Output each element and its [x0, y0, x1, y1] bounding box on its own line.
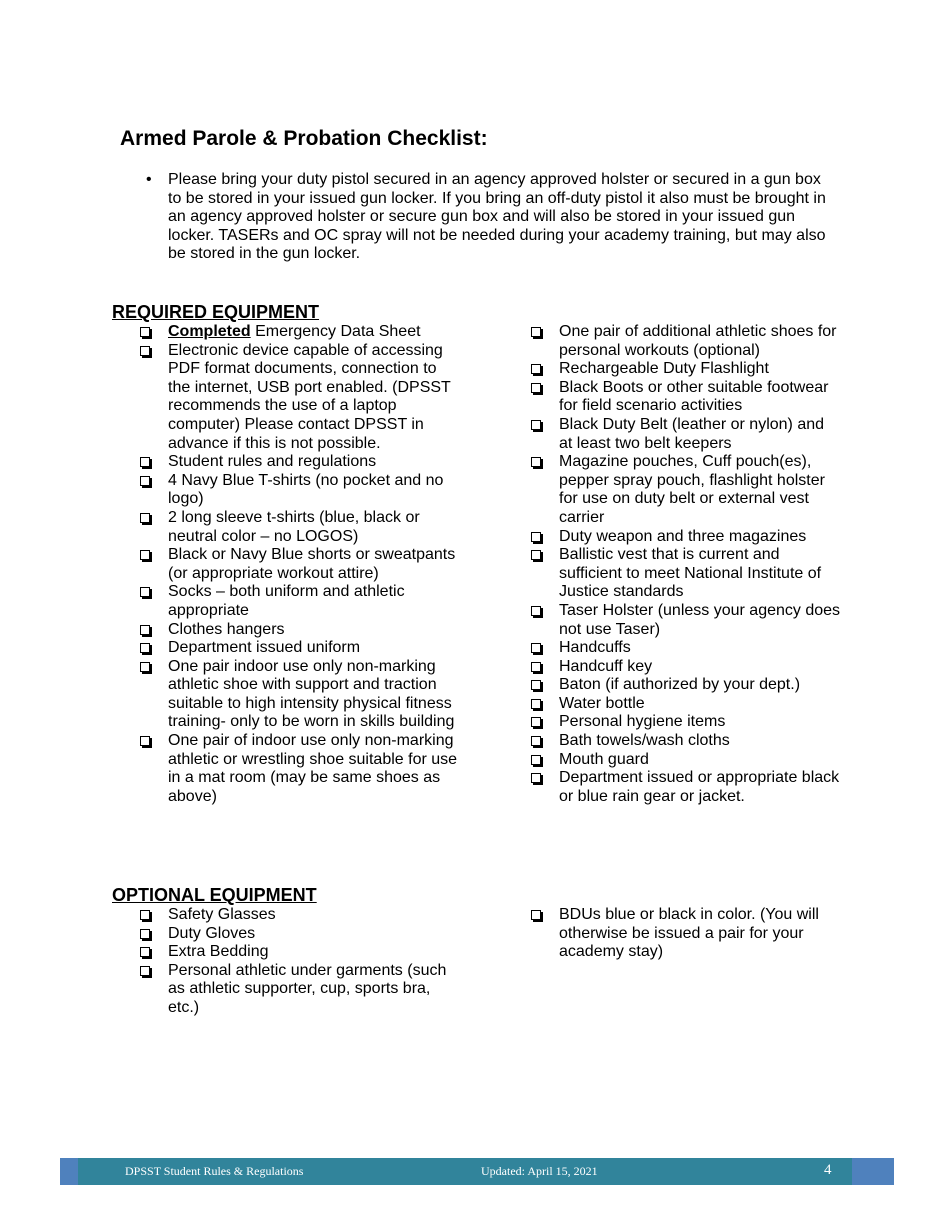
checkbox-icon[interactable]: [140, 346, 150, 356]
checklist-item[interactable]: [140, 323, 460, 342]
item-text: Personal hygiene items: [559, 713, 726, 731]
item-text: Clothes hangers: [168, 620, 285, 638]
checklist-item[interactable]: [531, 695, 841, 714]
checklist-item[interactable]: [140, 509, 460, 546]
item-text: Water bottle: [559, 694, 645, 712]
emphasis-completed: Completed: [168, 323, 251, 340]
checkbox-icon[interactable]: [140, 513, 150, 523]
item-text: Rechargeable Duty Flashlight: [559, 360, 769, 378]
footer-document-title: DPSST Student Rules & Regulations: [125, 1164, 304, 1178]
required-list-right: [531, 323, 841, 806]
item-text: Baton (if authorized by your dept.): [559, 676, 801, 694]
item-text: Extra Bedding: [168, 943, 269, 961]
checklist-item[interactable]: [531, 379, 841, 416]
footer-updated-date: Updated: April 15, 2021: [481, 1164, 598, 1178]
checklist-item[interactable]: [531, 676, 841, 695]
item-text: Black Duty Belt (leather or nylon) and at least two belt keepers: [559, 415, 825, 452]
checklist-item[interactable]: [531, 751, 841, 770]
checklist-item[interactable]: [531, 602, 841, 639]
checkbox-icon[interactable]: [140, 457, 150, 467]
checklist-item[interactable]: [531, 528, 841, 547]
checkbox-icon[interactable]: [531, 532, 541, 542]
checkbox-icon[interactable]: [140, 550, 150, 560]
item-text: Black Boots or other suitable footwear for field scenario activities: [559, 378, 829, 415]
checkbox-icon[interactable]: [531, 773, 541, 783]
checklist-item[interactable]: [140, 453, 460, 472]
checklist-item[interactable]: [140, 342, 460, 454]
item-text: Handcuffs: [559, 639, 631, 657]
item-text: 4 Navy Blue T-shirts (no pocket and no logo): [168, 471, 444, 508]
checklist-item[interactable]: [140, 472, 460, 509]
footer-left-cap: [60, 1158, 78, 1185]
footer-page-number: 4: [824, 1162, 832, 1178]
checklist-item[interactable]: [140, 583, 460, 620]
checkbox-icon[interactable]: [531, 680, 541, 690]
checkbox-icon[interactable]: [531, 699, 541, 709]
checklist-item[interactable]: [140, 906, 460, 925]
checklist-item[interactable]: [531, 416, 841, 453]
checklist-item[interactable]: [531, 323, 841, 360]
checklist-item[interactable]: [531, 639, 841, 658]
checklist-item[interactable]: [531, 713, 841, 732]
checkbox-icon[interactable]: [140, 662, 150, 672]
item-text: One pair indoor use only non-marking athletic shoe with support and traction suitable to high intensity physical fitness training- only to be worn in skills building: [168, 657, 455, 731]
item-text: Bath towels/wash cloths: [559, 732, 730, 750]
item-text: Ballistic vest that is current and sufficient to meet National Institute of Justice standards: [559, 546, 822, 601]
item-text: Duty weapon and three magazines: [559, 527, 807, 545]
required-list-left: [140, 323, 460, 806]
required-equipment-heading: REQUIRED EQUIPMENT: [112, 302, 320, 322]
item-text: Black or Navy Blue shorts or sweatpants (or appropriate workout attire): [168, 546, 456, 582]
checkbox-icon[interactable]: [531, 457, 541, 467]
optional-equipment-heading: OPTIONAL EQUIPMENT: [112, 885, 317, 905]
checkbox-icon[interactable]: [531, 364, 541, 374]
optional-list-left: [140, 906, 460, 1018]
checklist-item[interactable]: [531, 906, 841, 962]
checkbox-icon[interactable]: [140, 929, 150, 939]
checklist-item[interactable]: [531, 546, 841, 602]
checklist-item[interactable]: [140, 943, 460, 962]
checklist-item[interactable]: [140, 621, 460, 640]
checklist-item[interactable]: [531, 769, 841, 806]
checklist-item[interactable]: [140, 639, 460, 658]
bullet-icon: •: [146, 171, 152, 188]
item-text: Electronic device capable of accessing PDF format documents, connection to the internet, USB port enabled. (DPSST recommends the use of a laptop computer) Please contact DPSST in advance if this is not possible.: [168, 341, 451, 452]
item-text: Handcuff key: [559, 657, 653, 675]
intro-text: Please bring your duty pistol secured in an agency approved holster or secured in a gun box to be stored in your issued gun locker. If you bring an off-duty pistol it also must be brought in an agency approved holster or secure gun box and will also be stored in your issued gun locker. TASERs and OC spray will not be needed during your academy training, but may also be stored in the gun locker.: [168, 171, 826, 262]
checkbox-icon[interactable]: [531, 662, 541, 672]
checkbox-icon[interactable]: [531, 327, 541, 337]
item-text: Student rules and regulations: [168, 453, 377, 471]
checkbox-icon[interactable]: [531, 910, 541, 920]
checkbox-icon[interactable]: [531, 383, 541, 393]
checklist-item[interactable]: [140, 925, 460, 944]
item-text: Mouth guard: [559, 750, 649, 768]
checkbox-icon[interactable]: [140, 966, 150, 976]
checklist-item[interactable]: [531, 453, 841, 527]
item-text: Taser Holster (unless your agency does not use Taser): [559, 601, 841, 638]
item-text: 2 long sleeve t-shirts (blue, black or neutral color – no LOGOS): [168, 508, 420, 545]
page-title: Armed Parole & Probation Checklist:: [120, 127, 488, 150]
checkbox-icon[interactable]: [140, 947, 150, 957]
page-footer: [60, 1158, 894, 1185]
checklist-item[interactable]: [140, 546, 460, 583]
checkbox-icon[interactable]: [531, 755, 541, 765]
checkbox-icon[interactable]: [140, 736, 150, 746]
checkbox-icon[interactable]: [531, 643, 541, 653]
checkbox-icon[interactable]: [531, 420, 541, 430]
checkbox-icon[interactable]: [140, 327, 150, 337]
checklist-item[interactable]: [140, 732, 460, 806]
item-text: BDUs blue or black in color. (You will otherwise be issued a pair for your academy stay): [559, 906, 819, 961]
item-text: Department issued or appropriate black or blue rain gear or jacket.: [559, 769, 840, 805]
item-text: Safety Glasses: [168, 906, 276, 923]
checkbox-icon[interactable]: [531, 717, 541, 727]
checkbox-icon[interactable]: [140, 476, 150, 486]
checkbox-icon[interactable]: [140, 910, 150, 920]
item-text: Duty Gloves: [168, 924, 256, 942]
item-text: Department issued uniform: [168, 639, 361, 657]
item-text: One pair of additional athletic shoes for personal workouts (optional): [559, 323, 837, 359]
item-text: Emergency Data Sheet: [250, 323, 421, 340]
checklist-item[interactable]: [140, 658, 460, 732]
checkbox-icon[interactable]: [140, 625, 150, 635]
footer-right-cap: [852, 1158, 894, 1185]
checkbox-icon[interactable]: [531, 736, 541, 746]
item-text: Personal athletic under garments (such as athletic supporter, cup, sports bra, etc.): [168, 961, 447, 1016]
checkbox-icon[interactable]: [140, 643, 150, 653]
checkbox-icon[interactable]: [531, 550, 541, 560]
item-text: One pair of indoor use only non-marking athletic or wrestling shoe suitable for use in a mat room (may be same shoes as above): [168, 732, 458, 805]
checklist-item[interactable]: [531, 732, 841, 751]
checklist-item[interactable]: [531, 360, 841, 379]
checklist-item[interactable]: [531, 658, 841, 677]
checkbox-icon[interactable]: [140, 587, 150, 597]
checkbox-icon[interactable]: [531, 606, 541, 616]
checklist-item[interactable]: [140, 962, 460, 1018]
item-text: Magazine pouches, Cuff pouch(es), pepper spray pouch, flashlight holster for use on duty belt or external vest carrier: [559, 453, 825, 526]
item-text: Socks – both uniform and athletic appropriate: [168, 583, 405, 619]
optional-list-right: [531, 906, 841, 962]
